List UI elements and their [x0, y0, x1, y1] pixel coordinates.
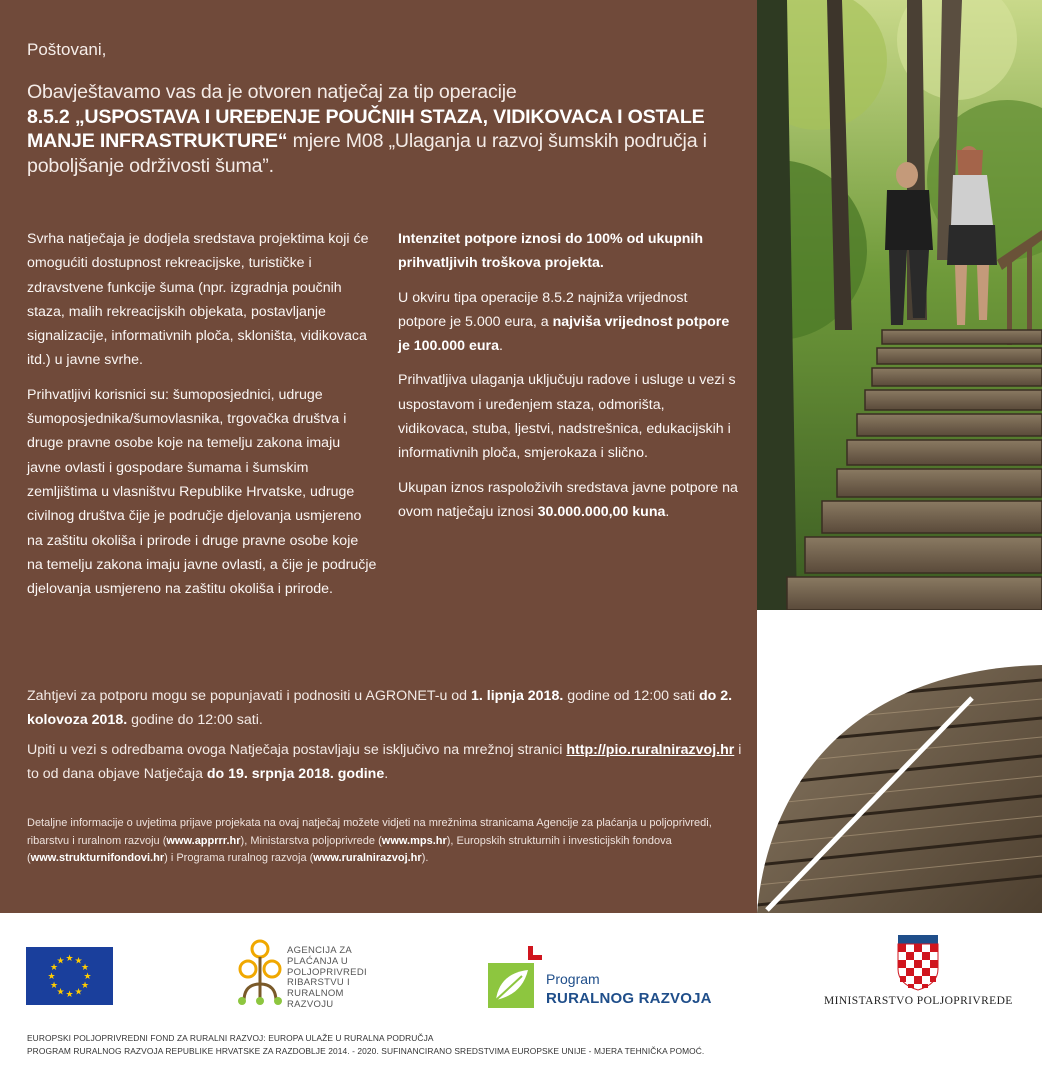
max-value: najviša vrijednost potpore je 100.000 eura — [398, 313, 730, 355]
prr-program-label: Program — [546, 971, 600, 987]
ministarstvo-poljoprivrede-logo — [820, 933, 1020, 1013]
svg-text:★: ★ — [49, 963, 59, 973]
footer-line-2: PROGRAM RURALNOG RAZVOJA REPUBLIKE HRVATSKE ZA RAZDOBLJE 2014. - 2020. SUFINANCIRANO SREDSTVIMA EUROPSKE UNIJE - MJERA TEHNIČKA POMOĆ. — [27, 1045, 705, 1056]
svg-text:★: ★ — [65, 990, 74, 1000]
svg-text:★: ★ — [83, 972, 92, 982]
value-paragraph: U okviru tipa operacije 8.5.2 najniža vrijednost potpore je 5.000 eura, a najviša vrijednost potpore je 100.000 eura. — [398, 289, 730, 355]
croatian-coat-of-arms-icon — [820, 933, 1020, 991]
svg-text:★: ★ — [56, 987, 65, 998]
ministry-name: MINISTARSTVO POLJOPRIVREDE — [824, 995, 1013, 1007]
leaf-graphic — [757, 610, 1042, 913]
eligible-investments-paragraph: Prihvatljiva ulaganja uključuju radove i usluge u vezi s uspostavom i uređenjem staza, odmorišta, vidikovaca, stuba, ljestvi, nadstrešnica, edukacijskih i informativnih ploča, smjerokaza i slično. — [398, 372, 736, 462]
intro-rest: mjere M08 „Ulaganja u razvoj šumskih područja i poboljšanje održivosti šuma”. — [27, 130, 707, 177]
operation-title: 8.5.2 „USPOSTAVA I UREĐENJE POUČNIH STAZA, VIDIKOVACA I OSTALE MANJE INFRASTRUKTURE“ — [27, 105, 705, 152]
leaf-wood-illustration — [757, 610, 1042, 913]
end-date: do 2. kolovoza 2018. — [27, 688, 733, 729]
details-paragraph: Detaljne informacije o uvjetima prijave projekata na ovaj natječaj možete vidjeti na mrežnima stranicama Agencije za plaćanja u poljoprivredi, ribarstvu i ruralnom razvoju (www.apprrr.hr), Ministarstva poljoprivrede (www.mps.hr), Europskih strukturnih i investicijskih fondova (www.strukturnifondovi.hr) i Programa ruralnog razvoja (www.ruralnirazvoj.hr). — [27, 817, 712, 865]
footer-line-1: EUROPSKI POLJOPRIVREDNI FOND ZA RURALNI RAZVOJ: EUROPA ULAŽE U RURALNA PODRUČJA — [27, 1033, 434, 1043]
total-amount: 30.000.000,00 kuna — [537, 503, 666, 520]
ruralnirazvoj-link[interactable]: www.ruralnirazvoj.hr — [313, 852, 422, 865]
total-paragraph: Ukupan iznos raspoloživih sredstava javne potpore na ovom natječaju iznosi 30.000.000,00 kuna. — [398, 479, 738, 520]
prr-leaf-icon — [488, 946, 544, 1008]
greeting: Poštovani, — [27, 40, 107, 59]
left-column — [27, 227, 377, 611]
deadline-paragraph: Zahtjevi za potporu mogu se popunjavati i podnositi u AGRONET-u od 1. lipnja 2018. godine od 12:00 sati do 2. kolovoza 2018. godine do 12:00 sati. — [27, 688, 733, 729]
svg-text:★: ★ — [65, 954, 74, 964]
eu-flag-logo — [26, 947, 113, 1005]
apprrr-name: AGENCIJA ZA PLAĆANJA U POLJOPRIVREDI RIBARSTVU I RURALNOM RAZVOJU — [287, 945, 367, 1010]
program-ruralnog-razvoja-logo — [488, 946, 723, 1008]
footer-funding-note — [27, 1032, 704, 1057]
prr-ruralnog-razvoja-label: RURALNOG RAZVOJA — [546, 990, 712, 1007]
apprrr-logo — [236, 939, 376, 1009]
svg-text:★: ★ — [56, 956, 65, 967]
mps-link[interactable]: www.mps.hr — [381, 834, 447, 847]
start-date: 1. lipnja 2018. — [471, 688, 564, 704]
strukturnifondovi-link[interactable]: www.strukturnifondovi.hr — [30, 852, 165, 865]
right-column — [398, 227, 738, 534]
questions-deadline: do 19. srpnja 2018. godine — [206, 766, 385, 783]
questions-url-link[interactable]: http://pio.ruralnirazvoj.hr — [566, 742, 735, 758]
svg-text:★: ★ — [80, 963, 90, 973]
eu-stars-icon — [26, 947, 113, 1005]
intro-paragraph — [27, 80, 747, 178]
intensity-paragraph: Intenzitet potpore iznosi do 100% od ukupnih prihvatljivih troškova projekta. — [398, 231, 704, 272]
apprrr-emblem-icon — [236, 939, 284, 1009]
forest-stairs-photo — [757, 0, 1042, 610]
logo-strip — [0, 913, 1042, 1033]
questions-paragraph: Upiti u vezi s odredbama ovoga Natječaja postavljaju se isključivo na mrežnoj stranici http://pio.ruralnirazvoj.hr i to od dana objave Natječaja do 19. srpnja 2018. godine. — [27, 742, 742, 783]
svg-text:★: ★ — [80, 981, 90, 991]
svg-text:★: ★ — [74, 987, 83, 998]
svg-text:★: ★ — [49, 981, 59, 991]
apprrr-link[interactable]: www.apprrr.hr — [166, 834, 241, 847]
forest-photo-illustration — [757, 0, 1042, 610]
beneficiaries-paragraph: Prihvatljivi korisnici su: šumoposjednici, udruge šumoposjednika/šumovlasnika, trgovačka društva i druge pravne osobe koje na temelju zakona imaju javne ovlasti i gospodare šumama i šumskim zemljištima u vlasništvu Republike Hrvatske, udruge civilnog društva čije je područje djelovanja usmjereno na zaštitu okoliša i prirode i druge pravne osobe koje na temelju zakona imaju javne ovlasti, a čije je područje djelovanja usmjereno na zaštitu okoliša i prirode. — [27, 386, 377, 598]
purpose-paragraph: Svrha natječaja je dodjela sredstava projektima koji će omogućiti dostupnost rekreacijske, turističke i zdravstvene funkcije šuma (npr. izgradnja poučnih staza, malih rekreacijskih objekata, postavljanje signalizacije, informativnih ploča, skloništa, vidikovaca itd.) u javne svrhe. — [27, 231, 369, 369]
svg-text:★: ★ — [74, 956, 83, 967]
intro-line1: Obavještavamo vas da je otvoren natječaj za tip operacije — [27, 81, 517, 103]
svg-text:★: ★ — [47, 972, 56, 982]
